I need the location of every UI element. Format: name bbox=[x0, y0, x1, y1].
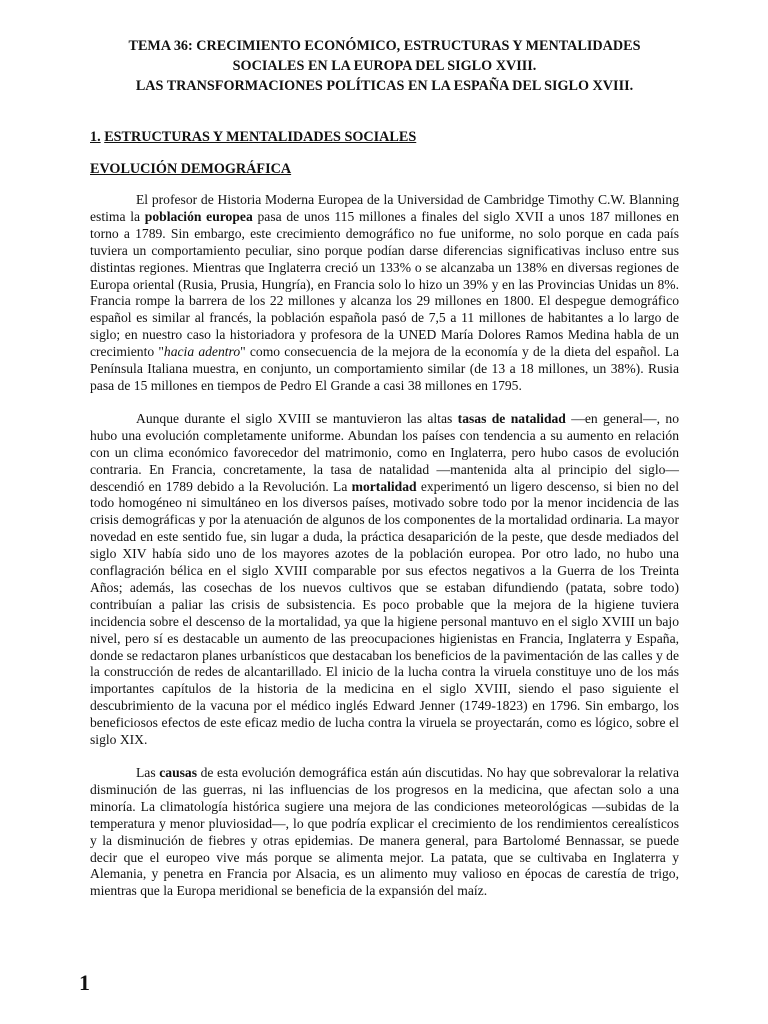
page-number: 1 bbox=[79, 970, 90, 995]
paragraph-natalidad-mortalidad bbox=[90, 411, 679, 749]
section-heading bbox=[90, 127, 679, 147]
p1-text-1: El profesor de Historia Moderna Europea de la Universidad de Cambridge Timothy C.W. Blanning estima la bbox=[90, 192, 679, 224]
p3-text-2: de esta evolución demográfica están aún discutidas. No hay que sobrevalorar la relativa disminución de las guerras, ni las influencias de los progresos en la medicina, que afectan solo a una minoría. La climatología histórica sugiere una mejora de las condiciones meteorológicas —subidas de la temperatura y menor pluviosidad—, lo que podría explicar el crecimiento de los rendimientos cerealísticos y la disminución de fiebres y otras epidemias. De manera general, para Bartolomé Bennassar, se puede decir que el europeo vive más porque se alimenta mejor. La patata, que se cultivaba en Inglaterra y Alemania, y penetra en Francia por Alsacia, es un alimento muy valioso en épocas de carestía de trigo, mientras que la Europa meridional se beneficia de la expansión del maíz. bbox=[90, 765, 679, 899]
title-line-2: SOCIALES EN LA EUROPA DEL SIGLO XVIII. bbox=[232, 58, 537, 74]
title-line-1: TEMA 36: CRECIMIENTO ECONÓMICO, ESTRUCTURAS Y MENTALIDADES bbox=[128, 38, 641, 54]
p1-text-3: " como consecuencia de la mejora de la economía y de la dieta del español. La Península Italiana muestra, en conjunto, un comportamiento similar (de 13 a 18 millones, un 38%). Rusia pasa de 15 millones en tiempos de Pedro El Grande a casi 38 millones en 1795. bbox=[90, 344, 679, 393]
section-title: ESTRUCTURAS Y MENTALIDADES SOCIALES bbox=[104, 129, 417, 145]
subsection-wrapper bbox=[90, 147, 679, 179]
p2-text-1: Aunque durante el siglo XVIII se mantuvieron las altas bbox=[136, 410, 458, 426]
paragraph-poblacion bbox=[90, 192, 679, 395]
p2-text-3: experimentó un ligero descenso, si bien no del todo homogéneo ni simultáneo en los diversos países, motivado sobre todo por la menor incidencia de las crisis demográficas y por la atenuación de algunos de los componentes de la mortalidad ordinaria. La mayor novedad en este sentido fue, sin lugar a duda, la práctica desaparición de la peste, que desde mediados del siglo XIV había sido uno de los mayores azotes de la población europea. Por otro lado, no hubo una conflagración bélica en el siglo XVIII comparable por sus efectos negativos a la Guerra de los Treinta Años; además, las cosechas de los nuevos cultivos que se estaban difundiendo (patata, sobre todo) contribuían a paliar las crisis de subsistencia. Es poco probable que la mejora de la higiene tuviera incidencia sobre el descenso de la mortalidad, ya que la higiene personal mantuvo en el siglo XVIII un bajo nivel, pero sí es destacable un aumento de las preocupaciones higienistas en Francia, Inglaterra y España, donde se redactaron planes urbanísticos que destacaban los beneficios de la pavimentación de las calles y de la construcción de redes de alcantarillado. El inicio de la lucha contra la viruela constituye uno de los más importantes capítulos de la historia de la medicina en el siglo XVIII, siendo el paso siguiente el descubrimiento de la vacuna por el médico inglés Edward Jenner (1749-1823) en 1796. Sin embargo, los beneficiosos efectos de este eficaz medio de lucha contra la viruela se proyectarán, como es lógico, sobre el siglo XIX. bbox=[90, 478, 679, 748]
p1-italic-1: hacia adentro bbox=[163, 344, 241, 360]
title-line-3: LAS TRANSFORMACIONES POLÍTICAS EN LA ESPAÑA DEL SIGLO XVIII. bbox=[135, 78, 634, 94]
p1-bold-1: población europea bbox=[144, 208, 253, 224]
p2-text-2: —en general—, no hubo una evolución completamente uniforme. Abundan los países con tendencia a su aumento en relación con un clima económico favorecedor del matrimonio, como en Inglaterra, pero hubo casos de evolución contraria. En Francia, concretamente, la tasa de natalidad —mantenida alta al principio del siglo— descendió en 1789 debido a la Revolución. La bbox=[90, 410, 680, 494]
paragraph-causas bbox=[90, 765, 679, 900]
document-title bbox=[90, 36, 679, 96]
p1-text-2: pasa de unos 115 millones a finales del siglo XVII a unos 187 millones en torno a 1789. Sin embargo, este crecimiento demográfico no fue uniforme, no solo porque en cada país tuviera un comportamiento peculiar, sino porque podían darse diferencias significativas incluso entre sus distintas regiones. Mientras que Inglaterra creció un 133% o se alcanzaba un 138% en diversas regiones de Europa oriental (Rusia, Prusia, Hungría), en Francia solo lo hizo un 39% y en las Provincias Unidas un 8%. Francia rompe la barrera de los 22 millones y alcanza los 29 millones en 1800. El despegue demográfico español es similar al francés, la población española pasó de 7,5 a 11 millones de habitantes a lo largo de siglo; en nuestro caso la historiadora y profesora de la UNED María Dolores Ramos Medina habla de un crecimiento " bbox=[90, 208, 679, 360]
p3-bold-1: causas bbox=[159, 765, 198, 780]
p3-text-1: Las bbox=[136, 765, 160, 780]
p2-bold-2: mortalidad bbox=[351, 478, 417, 494]
document-page bbox=[90, 36, 679, 900]
subsection-heading: EVOLUCIÓN DEMOGRÁFICA bbox=[90, 161, 292, 177]
p2-bold-1: tasas de natalidad bbox=[457, 410, 566, 426]
section-number: 1. bbox=[90, 129, 101, 145]
